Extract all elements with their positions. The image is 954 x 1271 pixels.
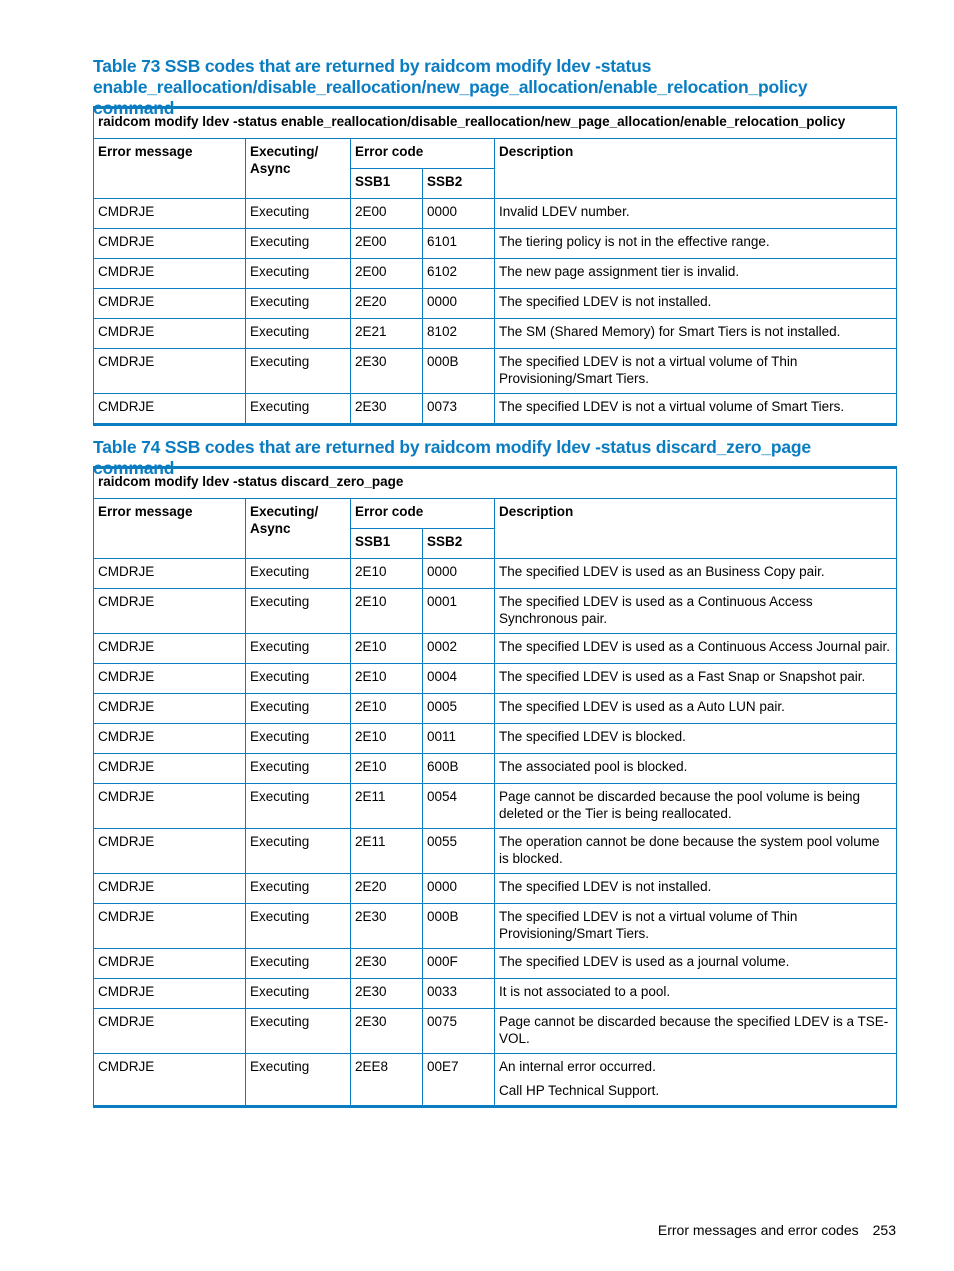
table-row xyxy=(94,724,897,754)
cell-error-message: CMDRJE xyxy=(94,874,246,904)
table-row xyxy=(94,754,897,784)
description-text: Page cannot be discarded because the specified LDEV is a TSE-VOL. xyxy=(499,1014,889,1046)
cell-ssb2: 0033 xyxy=(423,979,495,1009)
col-ssb2: SSB2 xyxy=(423,169,495,199)
table-row xyxy=(94,394,897,425)
cell-ssb2: 000B xyxy=(423,904,495,949)
cell-ssb2: 00E7 xyxy=(423,1054,495,1107)
cell-executing: Executing xyxy=(246,724,351,754)
command-header: raidcom modify ldev -status discard_zero_page xyxy=(94,468,897,499)
cell-description xyxy=(495,829,897,874)
table-74 xyxy=(93,466,897,1108)
description-text: The SM (Shared Memory) for Smart Tiers is not installed. xyxy=(499,324,841,339)
description-text: Page cannot be discarded because the pool volume is being deleted or the Tier is being reallocated. xyxy=(499,789,860,821)
cell-description xyxy=(495,634,897,664)
table-row xyxy=(94,874,897,904)
cell-ssb1: 2E20 xyxy=(351,289,423,319)
command-header: raidcom modify ldev -status enable_reallocation/disable_reallocation/new_page_allocation/enable_relocation_policy xyxy=(94,108,897,139)
table-row xyxy=(94,979,897,1009)
cell-ssb2: 0001 xyxy=(423,589,495,634)
description-text: The operation cannot be done because the system pool volume is blocked. xyxy=(499,834,880,866)
cell-ssb1: 2E10 xyxy=(351,694,423,724)
cell-description xyxy=(495,1054,897,1107)
page-footer xyxy=(644,1222,896,1238)
cell-ssb2: 8102 xyxy=(423,319,495,349)
table-row xyxy=(94,319,897,349)
cell-executing: Executing xyxy=(246,784,351,829)
col-error-code: Error code xyxy=(351,139,495,169)
description-text: The specified LDEV is used as a Continuous Access Journal pair. xyxy=(499,639,890,654)
cell-description xyxy=(495,724,897,754)
table-row xyxy=(94,589,897,634)
table-row xyxy=(94,349,897,394)
description-text: The specified LDEV is used as a Fast Snap or Snapshot pair. xyxy=(499,669,866,684)
cell-executing: Executing xyxy=(246,259,351,289)
table-row xyxy=(94,634,897,664)
cell-description xyxy=(495,319,897,349)
cell-error-message: CMDRJE xyxy=(94,634,246,664)
cell-executing: Executing xyxy=(246,1009,351,1054)
cell-ssb1: 2E10 xyxy=(351,589,423,634)
cell-description xyxy=(495,289,897,319)
cell-error-message: CMDRJE xyxy=(94,694,246,724)
cell-executing: Executing xyxy=(246,199,351,229)
cell-ssb2: 0002 xyxy=(423,634,495,664)
cell-executing: Executing xyxy=(246,394,351,425)
cell-executing: Executing xyxy=(246,664,351,694)
description-text: The tiering policy is not in the effective range. xyxy=(499,234,770,249)
cell-error-message: CMDRJE xyxy=(94,904,246,949)
cell-ssb2: 0000 xyxy=(423,874,495,904)
table-row xyxy=(94,229,897,259)
cell-ssb2: 0054 xyxy=(423,784,495,829)
cell-ssb2: 0000 xyxy=(423,199,495,229)
table-74-caption: Table 74 SSB codes that are returned by raidcom modify ldev -status discard_zero_page command xyxy=(93,437,811,478)
table-row xyxy=(94,259,897,289)
cell-error-message: CMDRJE xyxy=(94,394,246,425)
description-text: The specified LDEV is used as a Continuous Access Synchronous pair. xyxy=(499,594,813,626)
cell-executing: Executing xyxy=(246,874,351,904)
description-text: Call HP Technical Support. xyxy=(499,1083,660,1098)
cell-ssb2: 0004 xyxy=(423,664,495,694)
table-row xyxy=(94,784,897,829)
cell-executing: Executing xyxy=(246,589,351,634)
cell-description xyxy=(495,259,897,289)
cell-description xyxy=(495,589,897,634)
cell-description xyxy=(495,394,897,425)
page-number: 253 xyxy=(872,1222,896,1238)
cell-description xyxy=(495,949,897,979)
cell-executing: Executing xyxy=(246,289,351,319)
cell-ssb1: 2E30 xyxy=(351,979,423,1009)
cell-description xyxy=(495,694,897,724)
cell-ssb2: 0005 xyxy=(423,694,495,724)
table-row xyxy=(94,559,897,589)
col-error-message: Error message xyxy=(94,139,246,199)
table-row xyxy=(94,289,897,319)
table-row xyxy=(94,949,897,979)
cell-ssb1: 2E00 xyxy=(351,259,423,289)
col-ssb2: SSB2 xyxy=(423,529,495,559)
description-text: The specified LDEV is used as a journal volume. xyxy=(499,954,790,969)
cell-ssb2: 000B xyxy=(423,349,495,394)
cell-ssb2: 0000 xyxy=(423,289,495,319)
col-error-message: Error message xyxy=(94,499,246,559)
cell-error-message: CMDRJE xyxy=(94,829,246,874)
cell-description xyxy=(495,559,897,589)
table-73 xyxy=(93,106,897,426)
col-error-code: Error code xyxy=(351,499,495,529)
table-74-body xyxy=(94,559,897,1107)
cell-error-message: CMDRJE xyxy=(94,979,246,1009)
cell-ssb2: 6101 xyxy=(423,229,495,259)
cell-ssb1: 2E10 xyxy=(351,664,423,694)
cell-ssb1: 2E11 xyxy=(351,784,423,829)
cell-error-message: CMDRJE xyxy=(94,229,246,259)
cell-ssb1: 2E00 xyxy=(351,229,423,259)
description-text: The specified LDEV is used as a Auto LUN pair. xyxy=(499,699,785,714)
cell-ssb2: 0075 xyxy=(423,1009,495,1054)
cell-ssb2: 0011 xyxy=(423,724,495,754)
cell-description xyxy=(495,874,897,904)
cell-executing: Executing xyxy=(246,979,351,1009)
cell-description xyxy=(495,754,897,784)
cell-error-message: CMDRJE xyxy=(94,349,246,394)
cell-executing: Executing xyxy=(246,754,351,784)
cell-error-message: CMDRJE xyxy=(94,589,246,634)
cell-executing: Executing xyxy=(246,559,351,589)
cell-executing: Executing xyxy=(246,349,351,394)
cell-executing: Executing xyxy=(246,229,351,259)
table-73-body xyxy=(94,199,897,425)
cell-ssb1: 2EE8 xyxy=(351,1054,423,1107)
cell-error-message: CMDRJE xyxy=(94,319,246,349)
table-row xyxy=(94,694,897,724)
description-text: It is not associated to a pool. xyxy=(499,984,671,999)
table-row xyxy=(94,199,897,229)
col-executing: Executing/ Async xyxy=(246,499,351,559)
cell-error-message: CMDRJE xyxy=(94,1054,246,1107)
cell-executing: Executing xyxy=(246,829,351,874)
cell-error-message: CMDRJE xyxy=(94,949,246,979)
cell-error-message: CMDRJE xyxy=(94,259,246,289)
cell-description xyxy=(495,784,897,829)
cell-ssb1: 2E30 xyxy=(351,904,423,949)
cell-description xyxy=(495,229,897,259)
cell-ssb1: 2E21 xyxy=(351,319,423,349)
cell-error-message: CMDRJE xyxy=(94,664,246,694)
table-row xyxy=(94,1054,897,1107)
cell-description xyxy=(495,664,897,694)
table-row xyxy=(94,664,897,694)
cell-executing: Executing xyxy=(246,634,351,664)
cell-ssb1: 2E30 xyxy=(351,1009,423,1054)
cell-error-message: CMDRJE xyxy=(94,754,246,784)
cell-ssb1: 2E10 xyxy=(351,634,423,664)
col-ssb1: SSB1 xyxy=(351,529,423,559)
col-executing: Executing/ Async xyxy=(246,139,351,199)
description-text: The associated pool is blocked. xyxy=(499,759,688,774)
description-text: The specified LDEV is not a virtual volume of Smart Tiers. xyxy=(499,399,845,414)
cell-executing: Executing xyxy=(246,1054,351,1107)
cell-error-message: CMDRJE xyxy=(94,724,246,754)
cell-ssb2: 000F xyxy=(423,949,495,979)
description-text: Invalid LDEV number. xyxy=(499,204,630,219)
cell-description xyxy=(495,349,897,394)
description-text: An internal error occurred. xyxy=(499,1059,656,1074)
cell-executing: Executing xyxy=(246,694,351,724)
col-description: Description xyxy=(495,499,897,559)
cell-ssb2: 6102 xyxy=(423,259,495,289)
cell-error-message: CMDRJE xyxy=(94,199,246,229)
table-row xyxy=(94,1009,897,1054)
cell-executing: Executing xyxy=(246,904,351,949)
table-73-caption: Table 73 SSB codes that are returned by raidcom modify ldev -status enable_reallocation/disable_reallocation/new_page_allocation/enable_relocation_policy command xyxy=(93,56,808,118)
cell-ssb1: 2E20 xyxy=(351,874,423,904)
cell-ssb1: 2E10 xyxy=(351,724,423,754)
cell-ssb1: 2E30 xyxy=(351,349,423,394)
cell-error-message: CMDRJE xyxy=(94,1009,246,1054)
cell-error-message: CMDRJE xyxy=(94,784,246,829)
cell-description xyxy=(495,979,897,1009)
table-row xyxy=(94,829,897,874)
description-text: The specified LDEV is blocked. xyxy=(499,729,686,744)
cell-ssb1: 2E10 xyxy=(351,754,423,784)
col-ssb1: SSB1 xyxy=(351,169,423,199)
cell-error-message: CMDRJE xyxy=(94,559,246,589)
cell-ssb2: 0073 xyxy=(423,394,495,425)
cell-description xyxy=(495,1009,897,1054)
description-text: The specified LDEV is not installed. xyxy=(499,294,712,309)
description-text: The specified LDEV is not a virtual volume of Thin Provisioning/Smart Tiers. xyxy=(499,354,798,386)
footer-section-title: Error messages and error codes xyxy=(657,1222,859,1238)
cell-executing: Executing xyxy=(246,319,351,349)
description-text: The new page assignment tier is invalid. xyxy=(499,264,740,279)
cell-ssb1: 2E10 xyxy=(351,559,423,589)
cell-description xyxy=(495,904,897,949)
cell-ssb1: 2E30 xyxy=(351,949,423,979)
cell-ssb1: 2E11 xyxy=(351,829,423,874)
description-text: The specified LDEV is not installed. xyxy=(499,879,712,894)
cell-ssb2: 0055 xyxy=(423,829,495,874)
cell-ssb1: 2E00 xyxy=(351,199,423,229)
cell-description xyxy=(495,199,897,229)
cell-ssb1: 2E30 xyxy=(351,394,423,425)
cell-ssb2: 600B xyxy=(423,754,495,784)
col-description: Description xyxy=(495,139,897,199)
description-text: The specified LDEV is not a virtual volume of Thin Provisioning/Smart Tiers. xyxy=(499,909,798,941)
cell-error-message: CMDRJE xyxy=(94,289,246,319)
table-row xyxy=(94,904,897,949)
description-text: The specified LDEV is used as an Business Copy pair. xyxy=(499,564,825,579)
cell-ssb2: 0000 xyxy=(423,559,495,589)
cell-executing: Executing xyxy=(246,949,351,979)
